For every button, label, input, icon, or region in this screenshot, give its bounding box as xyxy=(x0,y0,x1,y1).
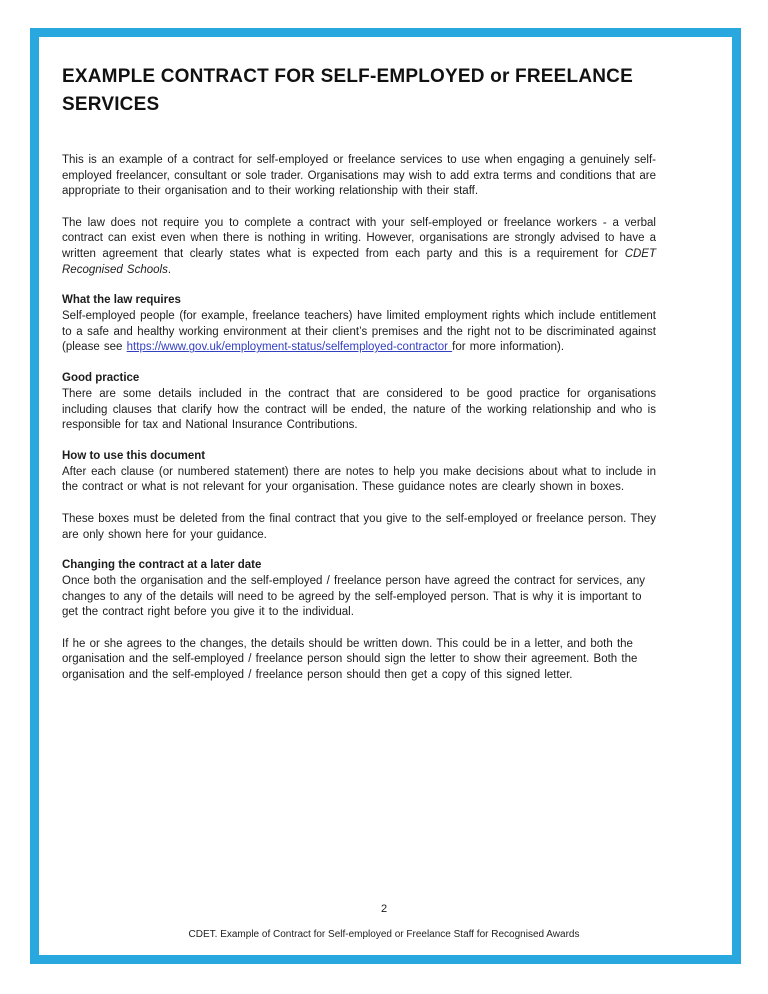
section-heading-good-practice: Good practice xyxy=(62,371,140,384)
what-law-text-after-link: for more information). xyxy=(452,341,565,354)
intro-paragraph: This is an example of a contract for self-employed or freelance services to use when engaging a genuinely self-employed freelancer, consultant or sole trader. Organisations may wish to add extra terms and conditions that are appropriate to their organisation and to their working relationship with their staff. xyxy=(62,154,656,198)
what-law-paragraph xyxy=(62,309,656,356)
page-number: 2 xyxy=(380,903,388,915)
gov-uk-employment-status-link[interactable]: https://www.gov.uk/employment-status/selfemployed-contractor xyxy=(126,341,453,354)
footer-document-title: CDET. Example of Contract for Self-employed or Freelance Staff for Recognised Awards xyxy=(188,929,580,940)
document-body xyxy=(62,63,656,700)
page-footer xyxy=(0,903,768,940)
section-heading-changing-the-contract: Changing the contract at a later date xyxy=(62,559,262,572)
how-to-use-paragraph-1: After each clause (or numbered statement) there are notes to help you make decisions about what to include in the contract or what is not relevant for your organisation. These guidance notes are clearly shown in boxes. xyxy=(62,465,656,494)
law-intro-paragraph xyxy=(62,216,656,278)
good-practice-paragraph: There are some details included in the contract that are considered to be good practice for organisations including clauses that clarify how the contract will be ended, the nature of the working relationship and who is responsible for tax and National Insurance Contributions. xyxy=(62,387,656,432)
law-intro-text: The law does not require you to complete a contract with your self-employed or freelance workers - a verbal contract can exist even when there is nothing in writing. However, organisations are strongly advised to have a written agreement that clearly states what is expected from each party and this is a requirement for xyxy=(62,216,656,260)
section-heading-how-to-use-this-document: How to use this document xyxy=(62,449,206,462)
how-to-use-paragraph-2: These boxes must be deleted from the final contract that you give to the self-employed or freelance person. They are only shown here for your guidance. xyxy=(62,512,656,541)
what-law-text-before-link: Self-employed people (for example, freelance teachers) have limited employment rights which include entitlement to a safe and healthy working environment at their client’s premises and the right not to be discriminated against (please see xyxy=(62,310,656,354)
cdet-recognised-schools-italic: CDET Recognised Schools xyxy=(62,247,656,276)
changing-contract-paragraph-2: If he or she agrees to the changes, the details should be written down. This could be in a letter, and both the organisation and the self-employed / freelance person should sign the letter to show their agreement. Both the organisation and the self-employed / freelance person should then get a copy of this signed letter. xyxy=(62,637,638,682)
section-heading-what-the-law-requires: What the law requires xyxy=(62,294,181,307)
law-intro-period: . xyxy=(167,263,172,276)
changing-contract-paragraph-1: Once both the organisation and the self-employed / freelance person have agreed the contract for services, any changes to any of the details will need to be agreed by the self-employed person. That is why it is important to get the contract right before you give it to the individual. xyxy=(62,575,646,619)
document-title: EXAMPLE CONTRACT FOR SELF-EMPLOYED or FREELANCE SERVICES xyxy=(62,66,633,115)
